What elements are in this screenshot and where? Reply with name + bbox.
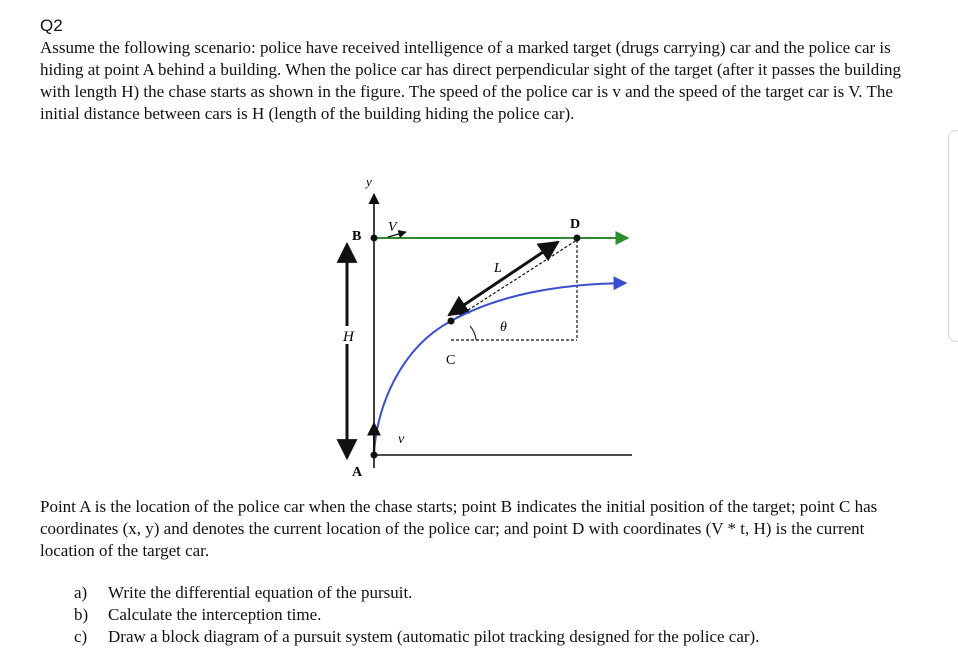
pursuit-curve xyxy=(374,283,626,455)
point-a xyxy=(371,452,378,459)
h-label: H xyxy=(343,329,354,345)
point-b xyxy=(371,235,378,242)
label-d: D xyxy=(570,217,581,232)
task-item: c) Draw a block diagram of a pursuit system (automatic pilot tracking designed for the police car). xyxy=(74,627,760,646)
task-list xyxy=(74,582,759,648)
label-b: B xyxy=(352,229,362,244)
dashed-line-of-sight xyxy=(451,240,577,321)
task-item: a) Write the differential equation of the pursuit. xyxy=(74,583,413,602)
label-small-v: v xyxy=(398,432,405,447)
question-intro: Assume the following scenario: police have received intelligence of a marked target (drugs carrying) car and the police car is hiding at point A behind a building. When the police car has direct perpendicular sight of the target (after it passes the building with length H) the chase starts as shown in the figure. The speed of the police car is v and the speed of the target car is V. The initial distance between cars is H (length of the building hiding the police car). xyxy=(40,38,901,123)
label-c: C xyxy=(446,353,456,368)
label-theta: θ xyxy=(500,320,507,335)
label-l: L xyxy=(494,261,502,276)
y-axis-label: y xyxy=(366,174,372,189)
label-a: A xyxy=(352,465,363,480)
question-number: Q2 xyxy=(40,16,63,35)
task-item: b) Calculate the interception time. xyxy=(74,605,322,624)
side-panel-edge[interactable] xyxy=(948,130,958,342)
distance-l-arrow xyxy=(449,242,558,315)
figure-description: Point A is the location of the police car when the chase starts; point B indicates the initial position of the target; point C has coordinates (x, y) and denotes the current location of the police car; and point D with coordinates (V * t, H) is the current location of the target car. xyxy=(40,497,878,560)
theta-arc xyxy=(470,326,476,340)
label-big-v: V xyxy=(388,220,397,235)
pursuit-figure xyxy=(330,168,650,488)
point-c xyxy=(448,318,455,325)
